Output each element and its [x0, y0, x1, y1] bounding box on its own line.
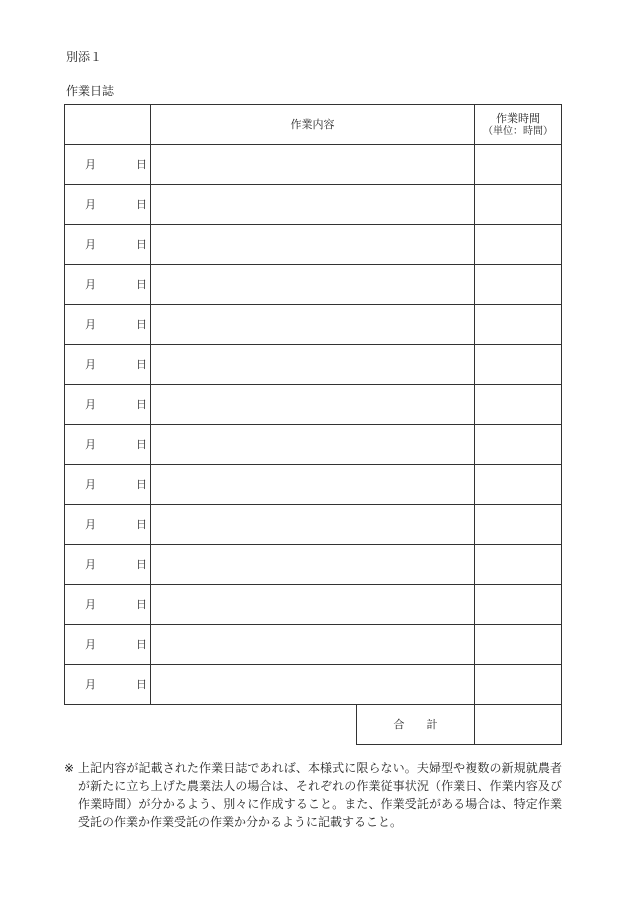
log-row: [65, 625, 562, 665]
work-content-header: 作業内容: [151, 105, 475, 145]
annex-label: 別添１: [66, 50, 103, 64]
work-hours-cell[interactable]: [475, 585, 562, 625]
work-content-cell[interactable]: [151, 465, 475, 505]
log-row: [65, 465, 562, 505]
log-row: [65, 665, 562, 705]
log-row: [65, 585, 562, 625]
month-label: 月: [85, 638, 96, 651]
log-row: [65, 425, 562, 465]
work-hours-cell[interactable]: [475, 145, 562, 185]
month-label: 月: [85, 438, 96, 451]
footnote: [64, 759, 562, 831]
work-content-cell[interactable]: [151, 625, 475, 665]
work-hours-cell[interactable]: [475, 345, 562, 385]
month-label: 月: [85, 358, 96, 371]
work-hours-cell[interactable]: [475, 545, 562, 585]
date-cell[interactable]: [65, 145, 151, 185]
work-hours-cell[interactable]: [475, 225, 562, 265]
work-hours-cell[interactable]: [475, 465, 562, 505]
work-hours-cell[interactable]: [475, 505, 562, 545]
date-cell[interactable]: [65, 665, 151, 705]
log-row: [65, 305, 562, 345]
table-header-row: [65, 105, 562, 145]
log-row: [65, 225, 562, 265]
date-cell[interactable]: [65, 305, 151, 345]
month-label: 月: [85, 478, 96, 491]
day-label: 日: [136, 158, 147, 171]
log-row: [65, 345, 562, 385]
log-row: [65, 265, 562, 305]
date-cell[interactable]: [65, 505, 151, 545]
month-label: 月: [85, 598, 96, 611]
date-cell[interactable]: [65, 265, 151, 305]
work-hours-header-unit: （単位：時間）: [483, 125, 553, 137]
work-content-cell[interactable]: [151, 425, 475, 465]
date-cell[interactable]: [65, 385, 151, 425]
month-label: 月: [85, 198, 96, 211]
work-hours-cell[interactable]: [475, 385, 562, 425]
work-hours-cell[interactable]: [475, 185, 562, 225]
date-header-cell: [65, 105, 151, 145]
date-cell[interactable]: [65, 625, 151, 665]
total-label-cell: [356, 705, 474, 745]
month-label: 月: [85, 278, 96, 291]
work-content-cell[interactable]: [151, 225, 475, 265]
month-label: 月: [85, 558, 96, 571]
work-content-cell[interactable]: [151, 545, 475, 585]
work-hours-cell[interactable]: [475, 305, 562, 345]
month-label: 月: [85, 158, 96, 171]
log-row: [65, 505, 562, 545]
log-row: [65, 385, 562, 425]
month-label: 月: [85, 518, 96, 531]
total-label-wrapper: [151, 705, 475, 745]
day-label: 日: [136, 318, 147, 331]
work-hours-header-title: 作業時間: [496, 111, 540, 125]
total-row: [65, 705, 562, 745]
total-hours-cell[interactable]: [475, 705, 562, 745]
log-row: [65, 185, 562, 225]
work-content-cell[interactable]: [151, 185, 475, 225]
day-label: 日: [136, 198, 147, 211]
day-label: 日: [136, 358, 147, 371]
work-content-cell[interactable]: [151, 385, 475, 425]
day-label: 日: [136, 598, 147, 611]
work-content-cell[interactable]: [151, 345, 475, 385]
date-cell[interactable]: [65, 545, 151, 585]
date-cell[interactable]: [65, 465, 151, 505]
day-label: 日: [136, 478, 147, 491]
day-label: 日: [136, 238, 147, 251]
month-label: 月: [85, 318, 96, 331]
date-cell[interactable]: [65, 185, 151, 225]
work-content-cell[interactable]: [151, 505, 475, 545]
total-row-spacer: [65, 705, 151, 745]
month-label: 月: [85, 678, 96, 691]
document-title: 作業日誌: [66, 84, 115, 98]
work-hours-cell[interactable]: [475, 625, 562, 665]
date-cell[interactable]: [65, 425, 151, 465]
work-log-table: [64, 104, 562, 745]
work-hours-cell[interactable]: [475, 425, 562, 465]
day-label: 日: [136, 638, 147, 651]
log-row: [65, 545, 562, 585]
month-label: 月: [85, 238, 96, 251]
day-label: 日: [136, 518, 147, 531]
footnote-mark: ※: [64, 761, 75, 775]
work-hours-cell[interactable]: [475, 665, 562, 705]
month-label: 月: [85, 398, 96, 411]
date-cell[interactable]: [65, 585, 151, 625]
day-label: 日: [136, 398, 147, 411]
day-label: 日: [136, 278, 147, 291]
day-label: 日: [136, 438, 147, 451]
date-cell[interactable]: [65, 225, 151, 265]
work-content-cell[interactable]: [151, 585, 475, 625]
work-hours-cell[interactable]: [475, 265, 562, 305]
total-label: 合計: [393, 717, 460, 731]
work-content-cell[interactable]: [151, 265, 475, 305]
work-content-cell[interactable]: [151, 665, 475, 705]
log-row: [65, 145, 562, 185]
day-label: 日: [136, 558, 147, 571]
work-content-cell[interactable]: [151, 145, 475, 185]
footnote-text: 上記内容が記載された作業日誌であれば、本様式に限らない。夫婦型や複数の新規就農者が新たに立ち上げた農業法人の場合は、それぞれの作業従事状況（作業日、作業内容及び作業時間）が分かるよう、別々に作成すること。また、作業受託がある場合は、特定作業受託の作業か作業受託の作業か分かるように記載すること。: [78, 761, 562, 829]
work-hours-header: [475, 105, 562, 145]
date-cell[interactable]: [65, 345, 151, 385]
work-content-cell[interactable]: [151, 305, 475, 345]
day-label: 日: [136, 678, 147, 691]
